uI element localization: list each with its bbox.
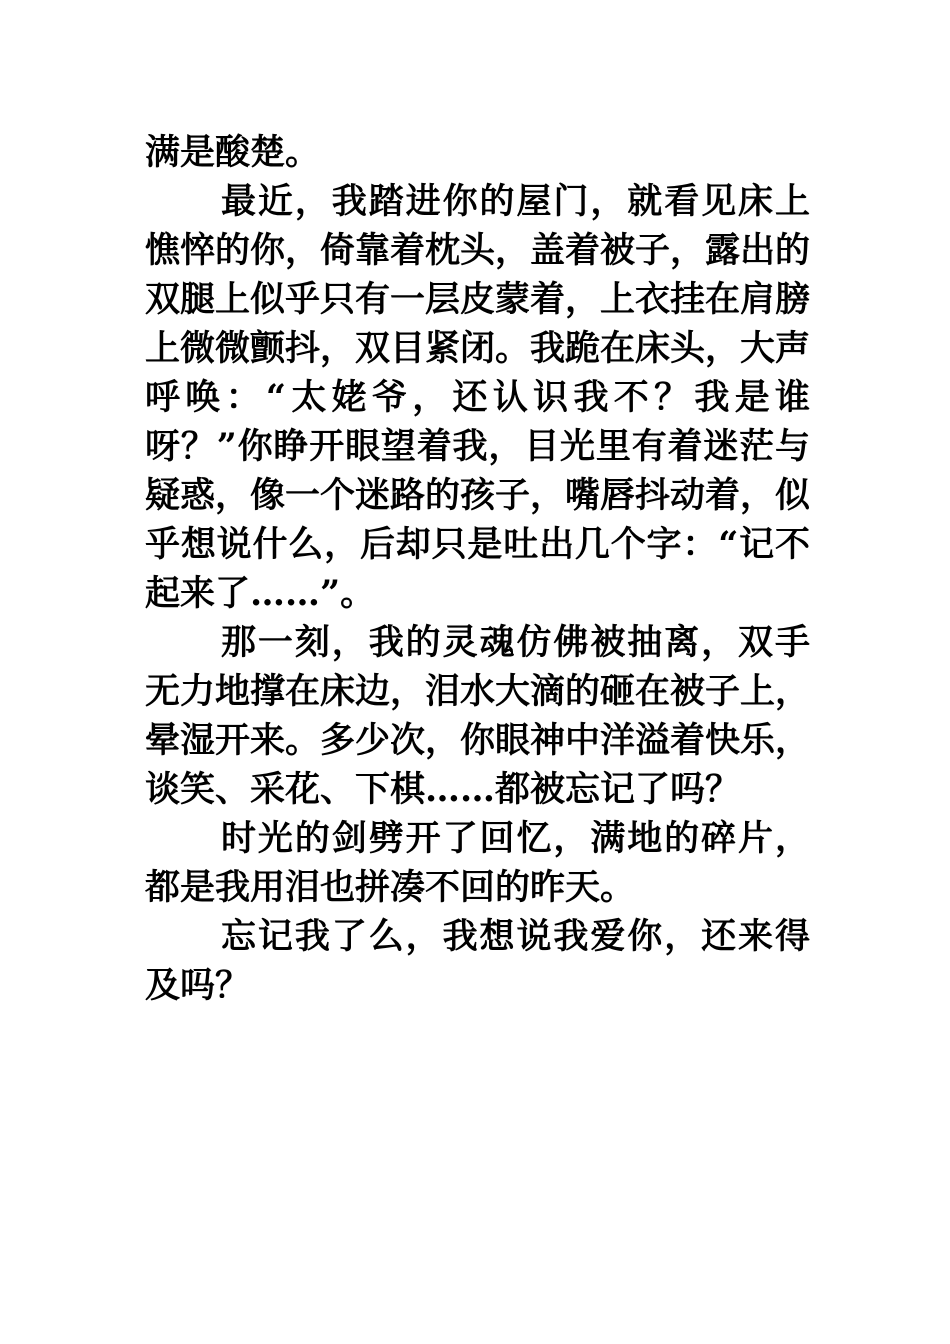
paragraph-that-moment: 那一刻，我的灵魂仿佛被抽离，双手无力地撑在床边，泪水大滴的砸在被子上，晕湿开来。多少次，你眼神中洋溢着快乐，谈笑、采花、下棋……都被忘记了吗？: [145, 622, 811, 810]
paragraph-bedside-visit: 最近，我踏进你的屋门，就看见床上憔悴的你，倚靠着枕头，盖着被子，露出的双腿上似乎只有一层皮蒙着，上衣挂在肩膀上微微颤抖，双目紧闭。我跪在床头，大声呼唤：“太姥爷，还认识我不？我是谁呀？”你睁开眼望着我，目光里有着迷茫与疑惑，像一个迷路的孩子，嘴唇抖动着，似乎想说什么，后却只是吐出几个字：“记不起来了……”。: [145, 181, 811, 614]
paragraph-sword-of-time: 时光的剑劈开了回忆，满地的碎片，都是我用泪也拼凑不回的昨天。: [145, 818, 810, 908]
paragraph-closing: 忘记我了么，我想说我爱你，还来得及吗？: [145, 916, 810, 1006]
document-page: [145, 128, 810, 1010]
paragraph-continuation: 满是酸楚。: [145, 132, 321, 173]
